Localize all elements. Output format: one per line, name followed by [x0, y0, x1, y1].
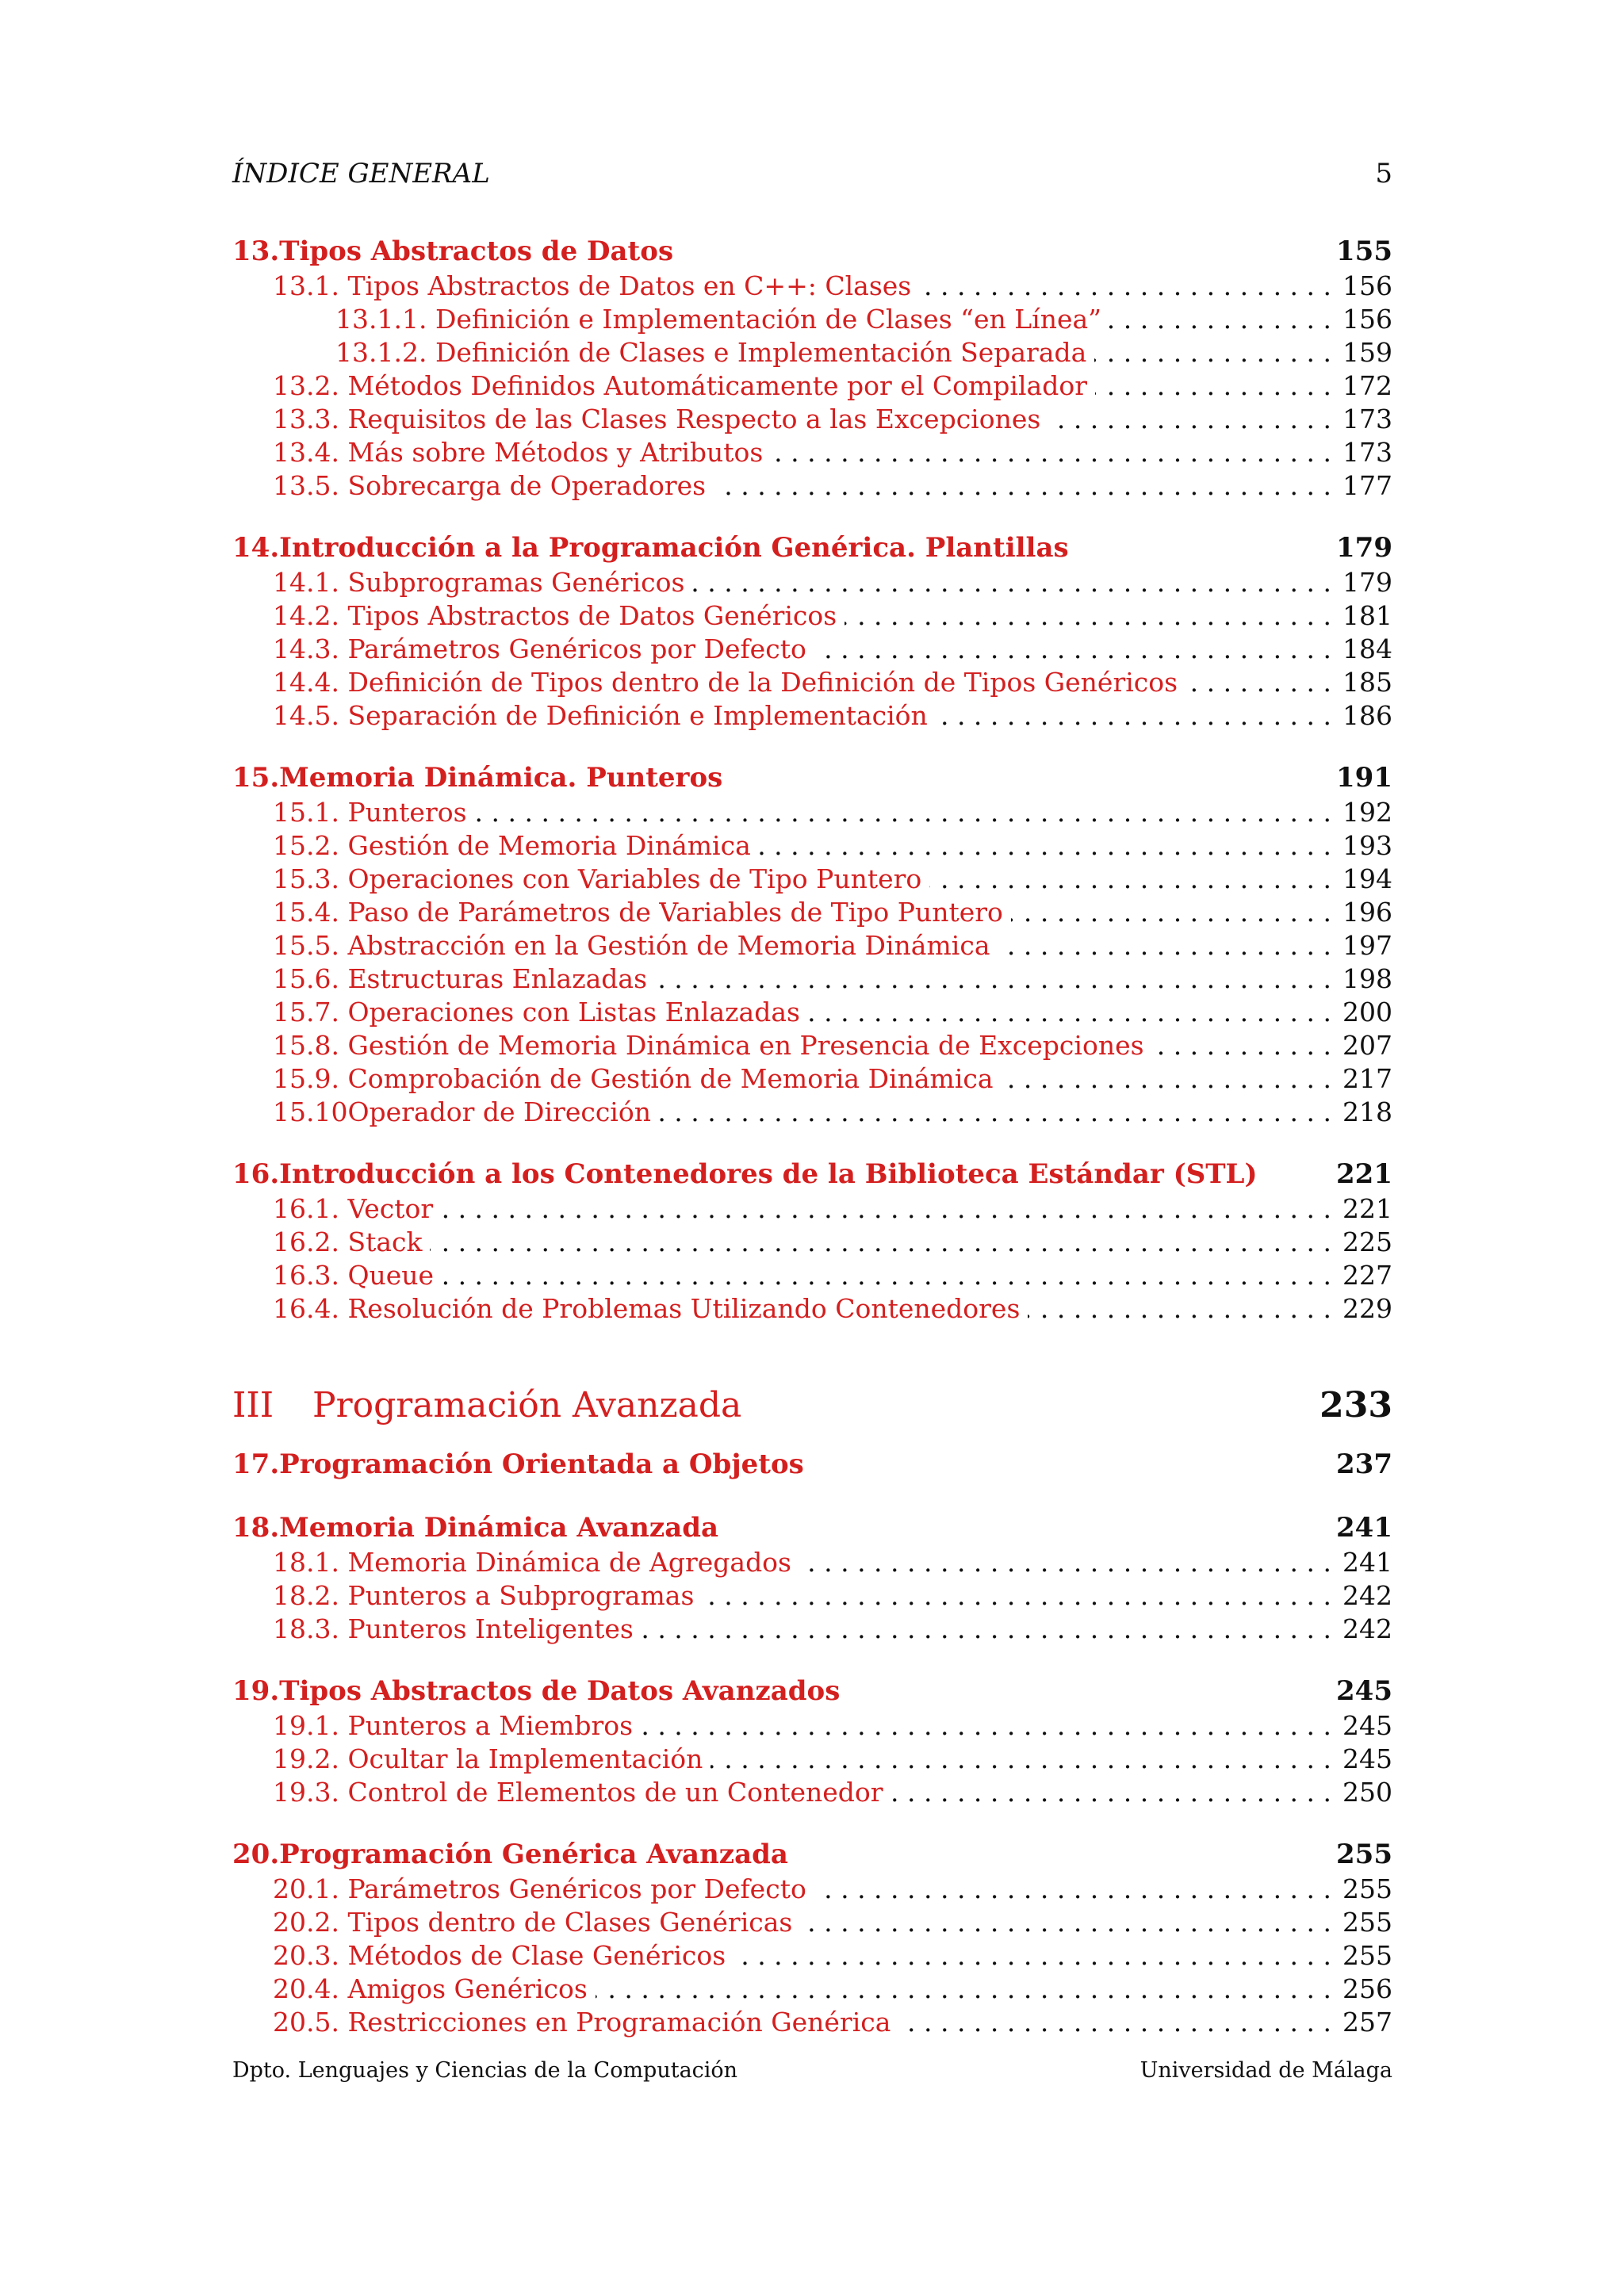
toc-entry-title: 15.6. Estructuras Enlazadas — [273, 963, 648, 994]
dot-leader — [1185, 666, 1331, 699]
toc-section-entry[interactable] — [232, 1906, 1392, 1939]
toc-entry-title: 18.3. Punteros Inteligentes — [273, 1613, 634, 1644]
toc-chapter-entry[interactable] — [232, 530, 1392, 566]
toc-entry-page: 194 — [1342, 863, 1392, 894]
dot-leader — [845, 599, 1331, 633]
toc-chapter-title: 13.Tipos Abstractos de Datos — [232, 235, 674, 267]
toc-part-heading[interactable] — [232, 1380, 1392, 1432]
toc-section-entry[interactable] — [232, 1226, 1392, 1259]
toc-entry-title: 14.1. Subprogramas Genéricos — [273, 567, 685, 598]
toc-entry-page: 217 — [1342, 1063, 1392, 1094]
dot-leader — [799, 1546, 1331, 1579]
toc-entry-title: 19.3. Control de Elementos de un Contenedor — [273, 1777, 883, 1808]
toc-section-entry[interactable] — [232, 1973, 1392, 2006]
toc-chapter-page: 155 — [1336, 235, 1392, 267]
toc-section-entry[interactable] — [232, 1546, 1392, 1579]
dot-leader — [998, 929, 1332, 962]
toc-entry-page: 255 — [1342, 1940, 1392, 1971]
toc-section-entry[interactable] — [232, 1096, 1392, 1129]
toc-section-entry[interactable] — [232, 369, 1392, 403]
toc-section-entry[interactable] — [232, 270, 1392, 303]
dot-leader — [1094, 336, 1331, 369]
toc-entry-title: 15.7. Operaciones con Listas Enlazadas — [273, 997, 800, 1027]
toc-entry-title: 14.2. Tipos Abstractos de Datos Genéricos — [273, 600, 837, 631]
toc-chapters-after-part — [232, 1446, 1392, 2039]
toc-entry-title: 16.1. Vector — [273, 1193, 434, 1224]
dot-leader — [710, 1743, 1331, 1776]
toc-entry-title: 13.3. Requisitos de las Clases Respecto a las Excepciones — [273, 404, 1041, 434]
toc-chapter-page: 241 — [1336, 1512, 1392, 1544]
toc-entry-title: 20.2. Tipos dentro de Clases Genéricas — [273, 1907, 793, 1938]
toc-chapter-entry[interactable] — [232, 1510, 1392, 1546]
toc-entry-title: 18.1. Memoria Dinámica de Agregados — [273, 1547, 791, 1578]
toc-section-entry[interactable] — [232, 666, 1392, 699]
dot-leader — [702, 1579, 1331, 1613]
toc-chapter — [232, 1836, 1392, 2039]
toc-entry-title: 13.2. Métodos Definidos Automáticamente por el Compilador — [273, 370, 1087, 401]
toc-entry-title: 15.4. Paso de Parámetros de Variables de Tipo Puntero — [273, 897, 1003, 928]
toc-entry-page: 196 — [1342, 897, 1392, 928]
toc-section-entry[interactable] — [232, 863, 1392, 896]
toc-chapter — [232, 1156, 1392, 1326]
toc-entry-page: 192 — [1342, 797, 1392, 828]
toc-entry-page: 242 — [1342, 1613, 1392, 1644]
toc-chapter-title: 15.Memoria Dinámica. Punteros — [232, 762, 723, 794]
toc-entry-page: 173 — [1342, 437, 1392, 468]
toc-chapter-entry[interactable] — [232, 1156, 1392, 1192]
toc-entry-title: 15.5. Abstracción en la Gestión de Memoria Dinámica — [273, 930, 990, 961]
toc-entry-title: 15.9. Comprobación de Gestión de Memoria Dinámica — [273, 1063, 994, 1094]
footer-department: Dpto. Lenguajes y Ciencias de la Computación — [232, 2058, 738, 2083]
toc-chapter-entry[interactable] — [232, 1446, 1392, 1483]
toc-chapter — [232, 760, 1392, 1129]
dot-leader — [714, 469, 1331, 503]
toc-section-entry[interactable] — [232, 633, 1392, 666]
running-header-page-number: 5 — [1375, 158, 1392, 189]
toc-chapter — [232, 1510, 1392, 1646]
toc-entry-title: 13.4. Más sobre Métodos y Atributos — [273, 437, 764, 468]
toc-entry-page: 255 — [1342, 1907, 1392, 1938]
toc-section-entry[interactable] — [232, 1709, 1392, 1743]
toc-entry-page: 186 — [1342, 700, 1392, 731]
toc-entry-page: 156 — [1342, 270, 1392, 301]
toc-section-entry[interactable] — [232, 1743, 1392, 1776]
toc-entry-page: 242 — [1342, 1580, 1392, 1611]
dot-leader — [475, 796, 1331, 829]
toc-entry-title: 20.5. Restricciones en Programación Genérica — [273, 2007, 891, 2038]
toc-entry-page: 255 — [1342, 1873, 1392, 1904]
toc-entry-title: 15.1. Punteros — [273, 797, 467, 828]
dot-leader — [1011, 896, 1331, 929]
toc-section-entry[interactable] — [232, 1776, 1392, 1809]
toc-entry-title: 20.4. Amigos Genéricos — [273, 1973, 588, 2004]
toc-entry-page: 177 — [1342, 470, 1392, 501]
toc-chapter — [232, 1446, 1392, 1483]
dot-leader — [442, 1259, 1331, 1292]
toc-entry-title: 15.8. Gestión de Memoria Dinámica en Presencia de Excepciones — [273, 1030, 1144, 1061]
toc-entry-title: 14.4. Definición de Tipos dentro de la Definición de Tipos Genéricos — [273, 667, 1178, 698]
dot-leader — [771, 436, 1331, 469]
toc-chapter-entry[interactable] — [232, 1673, 1392, 1709]
toc-chapter — [232, 530, 1392, 733]
dot-leader — [692, 566, 1331, 599]
toc-section-entry[interactable] — [232, 896, 1392, 929]
toc-chapter — [232, 233, 1392, 503]
dot-leader — [814, 633, 1331, 666]
toc-entry-page: 173 — [1342, 404, 1392, 434]
toc-entry-title: 13.5. Sobrecarga de Operadores — [273, 470, 707, 501]
toc-entry-page: 218 — [1342, 1096, 1392, 1127]
dot-leader — [814, 1873, 1331, 1906]
toc-entry-title: 15.3. Operaciones con Variables de Tipo Puntero — [273, 863, 922, 894]
toc-entry-page: 256 — [1342, 1973, 1392, 2004]
toc-entry-title: 18.2. Punteros a Subprogramas — [273, 1580, 695, 1611]
footer-university: Universidad de Málaga — [1139, 2058, 1392, 2083]
dot-leader — [641, 1709, 1331, 1743]
toc-entry-page: 245 — [1342, 1743, 1392, 1774]
dot-leader — [929, 863, 1331, 896]
toc-section-entry[interactable] — [232, 699, 1392, 733]
toc-chapter-title: 19.Tipos Abstractos de Datos Avanzados — [232, 1675, 841, 1707]
dot-leader — [1152, 1029, 1331, 1062]
toc-chapter-page: 191 — [1336, 762, 1392, 794]
toc-section-entry[interactable] — [232, 1939, 1392, 1973]
dot-leader — [642, 1613, 1331, 1646]
toc-entry-title: 13.1.2. Definición de Clases e Implementación Separada — [335, 337, 1087, 368]
dot-leader — [1028, 1292, 1331, 1326]
toc-entry-title: 16.4. Resolución de Problemas Utilizando Contenedores — [273, 1293, 1021, 1324]
toc-chapter-entry[interactable] — [232, 233, 1392, 270]
toc-entry-title: 16.3. Queue — [273, 1260, 435, 1291]
dot-leader — [759, 829, 1331, 863]
part-page: 233 — [1320, 1385, 1392, 1425]
toc-chapter-title: 17.Programación Orientada a Objetos — [232, 1448, 804, 1480]
toc-section-entry[interactable] — [232, 469, 1392, 503]
toc-entry-title: 15.10Operador de Dirección — [273, 1096, 651, 1127]
toc-entry-page: 207 — [1342, 1030, 1392, 1061]
toc-entry-title: 15.2. Gestión de Memoria Dinámica — [273, 830, 751, 861]
part-title: Programación Avanzada — [312, 1385, 742, 1425]
toc-chapter-title: 16.Introducción a los Contenedores de la Biblioteca Estándar (STL) — [232, 1158, 1258, 1190]
toc-entry-page: 221 — [1342, 1193, 1392, 1224]
dot-leader — [430, 1226, 1331, 1259]
dot-leader — [659, 1096, 1331, 1129]
toc-entry-title: 14.5. Separación de Definición e Implementación — [273, 700, 928, 731]
dot-leader — [655, 962, 1331, 996]
page-footer — [232, 2055, 1392, 2087]
toc-chapter-page: 237 — [1336, 1448, 1392, 1480]
toc-entry-page: 193 — [1342, 830, 1392, 861]
running-header — [232, 155, 1392, 192]
toc-section-entry[interactable] — [232, 1192, 1392, 1226]
toc-entry-page: 184 — [1342, 633, 1392, 664]
dot-leader — [441, 1192, 1331, 1226]
toc-entry-page: 156 — [1342, 304, 1392, 335]
toc-chapter — [232, 1673, 1392, 1809]
table-of-contents — [232, 233, 1392, 2039]
toc-chapter-page: 245 — [1336, 1675, 1392, 1707]
dot-leader — [1048, 403, 1331, 436]
toc-section-entry[interactable] — [232, 962, 1392, 996]
toc-entry-page: 250 — [1342, 1777, 1392, 1808]
toc-chapter-title: 20.Programación Genérica Avanzada — [232, 1839, 788, 1870]
toc-entry-page: 227 — [1342, 1260, 1392, 1291]
toc-entry-title: 20.1. Parámetros Genéricos por Defecto — [273, 1873, 806, 1904]
toc-section-entry[interactable] — [232, 403, 1392, 436]
toc-section-entry[interactable] — [232, 996, 1392, 1029]
toc-subsection-entry[interactable] — [232, 336, 1392, 369]
toc-section-entry[interactable] — [232, 1579, 1392, 1613]
toc-chapter-page: 255 — [1336, 1839, 1392, 1870]
toc-chapter-entry[interactable] — [232, 1836, 1392, 1873]
toc-section-entry[interactable] — [232, 1613, 1392, 1646]
toc-chapter-title: 14.Introducción a la Programación Genérica. Plantillas — [232, 532, 1069, 564]
dot-leader — [891, 1776, 1331, 1809]
toc-entry-page: 225 — [1342, 1226, 1392, 1257]
dot-leader — [919, 270, 1331, 303]
toc-section-entry[interactable] — [232, 436, 1392, 469]
dot-leader — [596, 1973, 1331, 2006]
toc-entry-page: 229 — [1342, 1293, 1392, 1324]
part-number: III — [232, 1385, 274, 1425]
toc-entry-page: 257 — [1342, 2007, 1392, 2038]
toc-entry-title: 13.1.1. Definición e Implementación de Clases “en Línea” — [335, 304, 1102, 335]
toc-entry-title: 16.2. Stack — [273, 1226, 423, 1257]
toc-section-entry[interactable] — [232, 1062, 1392, 1096]
dot-leader — [1095, 369, 1331, 403]
toc-chapter-entry[interactable] — [232, 760, 1392, 796]
toc-entry-page: 181 — [1342, 600, 1392, 631]
toc-entry-page: 241 — [1342, 1547, 1392, 1578]
toc-chapters-before-part — [232, 233, 1392, 1326]
dot-leader — [1002, 1062, 1331, 1096]
toc-section-entry[interactable] — [232, 2006, 1392, 2039]
toc-subsection-entry[interactable] — [232, 303, 1392, 336]
toc-entry-title: 13.1. Tipos Abstractos de Datos en C++: Clases — [273, 270, 912, 301]
toc-section-entry[interactable] — [232, 566, 1392, 599]
dot-leader — [808, 996, 1331, 1029]
toc-entry-page: 179 — [1342, 567, 1392, 598]
toc-entry-page: 185 — [1342, 667, 1392, 698]
toc-entry-title: 19.2. Ocultar la Implementación — [273, 1743, 703, 1774]
toc-entry-page: 198 — [1342, 963, 1392, 994]
dot-leader — [800, 1906, 1331, 1939]
toc-section-entry[interactable] — [232, 599, 1392, 633]
toc-chapter-page: 179 — [1336, 532, 1392, 564]
toc-entry-page: 200 — [1342, 997, 1392, 1027]
toc-section-entry[interactable] — [232, 1292, 1392, 1326]
toc-entry-title: 19.1. Punteros a Miembros — [273, 1710, 634, 1741]
toc-chapter-title: 18.Memoria Dinámica Avanzada — [232, 1512, 719, 1544]
toc-section-entry[interactable] — [232, 796, 1392, 829]
toc-section-entry[interactable] — [232, 1873, 1392, 1906]
toc-section-entry[interactable] — [232, 1259, 1392, 1292]
dot-leader — [936, 699, 1331, 733]
toc-chapter-page: 221 — [1336, 1158, 1392, 1190]
toc-section-entry[interactable] — [232, 829, 1392, 863]
running-header-title: ÍNDICE GENERAL — [232, 158, 490, 189]
dot-leader — [1109, 303, 1331, 336]
dot-leader — [733, 1939, 1331, 1973]
toc-entry-page: 197 — [1342, 930, 1392, 961]
toc-section-entry[interactable] — [232, 929, 1392, 962]
toc-section-entry[interactable] — [232, 1029, 1392, 1062]
toc-entry-page: 245 — [1342, 1710, 1392, 1741]
toc-entry-title: 14.3. Parámetros Genéricos por Defecto — [273, 633, 806, 664]
toc-entry-page: 159 — [1342, 337, 1392, 368]
toc-entry-page: 172 — [1342, 370, 1392, 401]
toc-entry-title: 20.3. Métodos de Clase Genéricos — [273, 1940, 726, 1971]
dot-leader — [898, 2006, 1331, 2039]
